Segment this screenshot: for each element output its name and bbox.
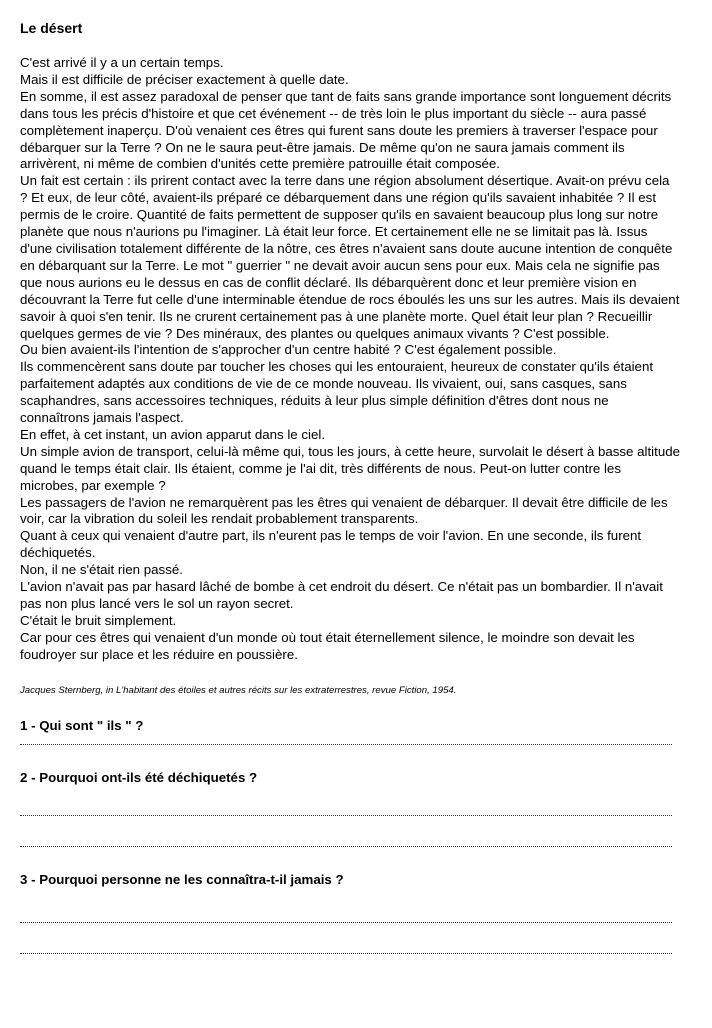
paragraph: Non, il ne s'était rien passé.	[20, 562, 183, 578]
paragraph: L'avion n'avait pas par hasard lâché de bombe à cet endroit du désert. Ce n'était pas un bombardier. Il n'avait pas non plus lancé vers le sol un rayon secret.	[20, 579, 663, 611]
paragraph: Car pour ces êtres qui venaient d'un monde où tout était éternellement silence, le moindre son devait les foudroyer sur place et les réduire en poussière.	[20, 629, 635, 662]
paragraph: Ou bien avaient-ils l'intention de s'approcher d'un centre habité ? C'est également possible.	[20, 342, 557, 358]
paragraph: Un fait est certain : ils prirent contact avec la terre dans une région absolument désertique. Avait-on prévu cela ? Et eux, de leur côté, avaient-ils préparé ce débarquement dans une région qu'ils savaient inhabitée ? Il est permis de le croire. Quantité de faits permettent de supposer qu'ils en savaient beaucoup plus long sur notre planète que nous n'aurions pu l'imaginer. Là était leur force. Et certainement elle ne se limitait pas là. Issus d'une civilisation totalement différente de la nôtre, ces êtres n'avaient sans doute aucune intention de conquête en débarquant sur la Terre. Le mot " guerrier " ne devait avoir aucun sens pour eux. Mais cela ne signifie pas que nous aurions eu le dessus en cas de conflit déclaré. Ils débarquèrent donc et leur première vision en découvrant la Terre fut celle d'une interminable étendue de rocs éboulés les uns sur les autres. Mais ils devaient savoir à quoi s'en tenir. Ils ne crurent certainement pas à une planète morte. Quel était leur plan ? Recueillir quelques germes de vie ? Des minéraux, des plantes ou quelques animaux vivants ? C'est possible.	[20, 173, 680, 341]
paragraph: Les passagers de l'avion ne remarquèrent pas les êtres qui venaient de débarquer. Il devait être difficile de les voir, car la vibration du soleil les rendait probablement transparents.	[20, 494, 668, 527]
question-1: 1 - Qui sont " ils " ?	[20, 717, 144, 733]
document-title: Le désert	[20, 20, 83, 36]
paragraph: En somme, il est assez paradoxal de penser que tant de faits sans grande importance sont longuement décrits dans tous les précis d'histoire et que cet événement -- de très loin le plus important du siècle -- aura passé complètement inaperçu. D'où venaient ces êtres qui furent sans doute les premiers à traverser l'espace pour débarquer sur la Terre ? On ne le saura peut-être jamais. De même qu'on ne saura jamais comment ils arrivèrent, ni même de combien d'unités cette première patrouille était composée.	[20, 88, 672, 172]
answer-line-3a[interactable]	[20, 922, 672, 923]
story-text	[20, 55, 680, 664]
answer-line-3b[interactable]	[20, 953, 672, 954]
paragraph: Ils commencèrent sans doute par toucher les choses qui les entouraient, heureux de constater qu'ils étaient parfaitement adaptés aux conditions de vie de ce monde nouveau. Ils vivaient, oui, sans casques, sans scaphandres, sans accessoires techniques, réduits à leur plus simple définition d'êtres dont nous ne connaîtrons jamais l'aspect.	[20, 359, 654, 426]
answer-line-2a[interactable]	[20, 815, 672, 816]
question-2: 2 - Pourquoi ont-ils été déchiquetés ?	[20, 769, 258, 785]
paragraph: C'est arrivé il y a un certain temps.	[20, 55, 224, 70]
paragraph: Un simple avion de transport, celui-là même qui, tous les jours, à cette heure, survolait le désert à basse altitude quand le temps était clair. Ils étaient, comme je l'ai dit, très différents de nous. Peut-on lutter contre les microbes, par exemple ?	[20, 443, 681, 493]
answer-line-1[interactable]	[20, 744, 672, 745]
paragraph: C'était le bruit simplement.	[20, 612, 177, 628]
paragraph: Mais il est difficile de préciser exactement à quelle date.	[20, 71, 349, 87]
paragraph: Quant à ceux qui venaient d'autre part, ils n'eurent pas le temps de voir l'avion. En une seconde, ils furent déchiquetés.	[20, 528, 642, 561]
question-3: 3 - Pourquoi personne ne les connaîtra-t-il jamais ?	[20, 871, 344, 887]
paragraph: En effet, à cet instant, un avion apparut dans le ciel.	[20, 426, 326, 442]
source-citation: Jacques Sternberg, in L'habitant des étoiles et autres récits sur les extraterrestres, revue Fiction, 1954.	[20, 684, 457, 696]
answer-line-2b[interactable]	[20, 846, 672, 847]
